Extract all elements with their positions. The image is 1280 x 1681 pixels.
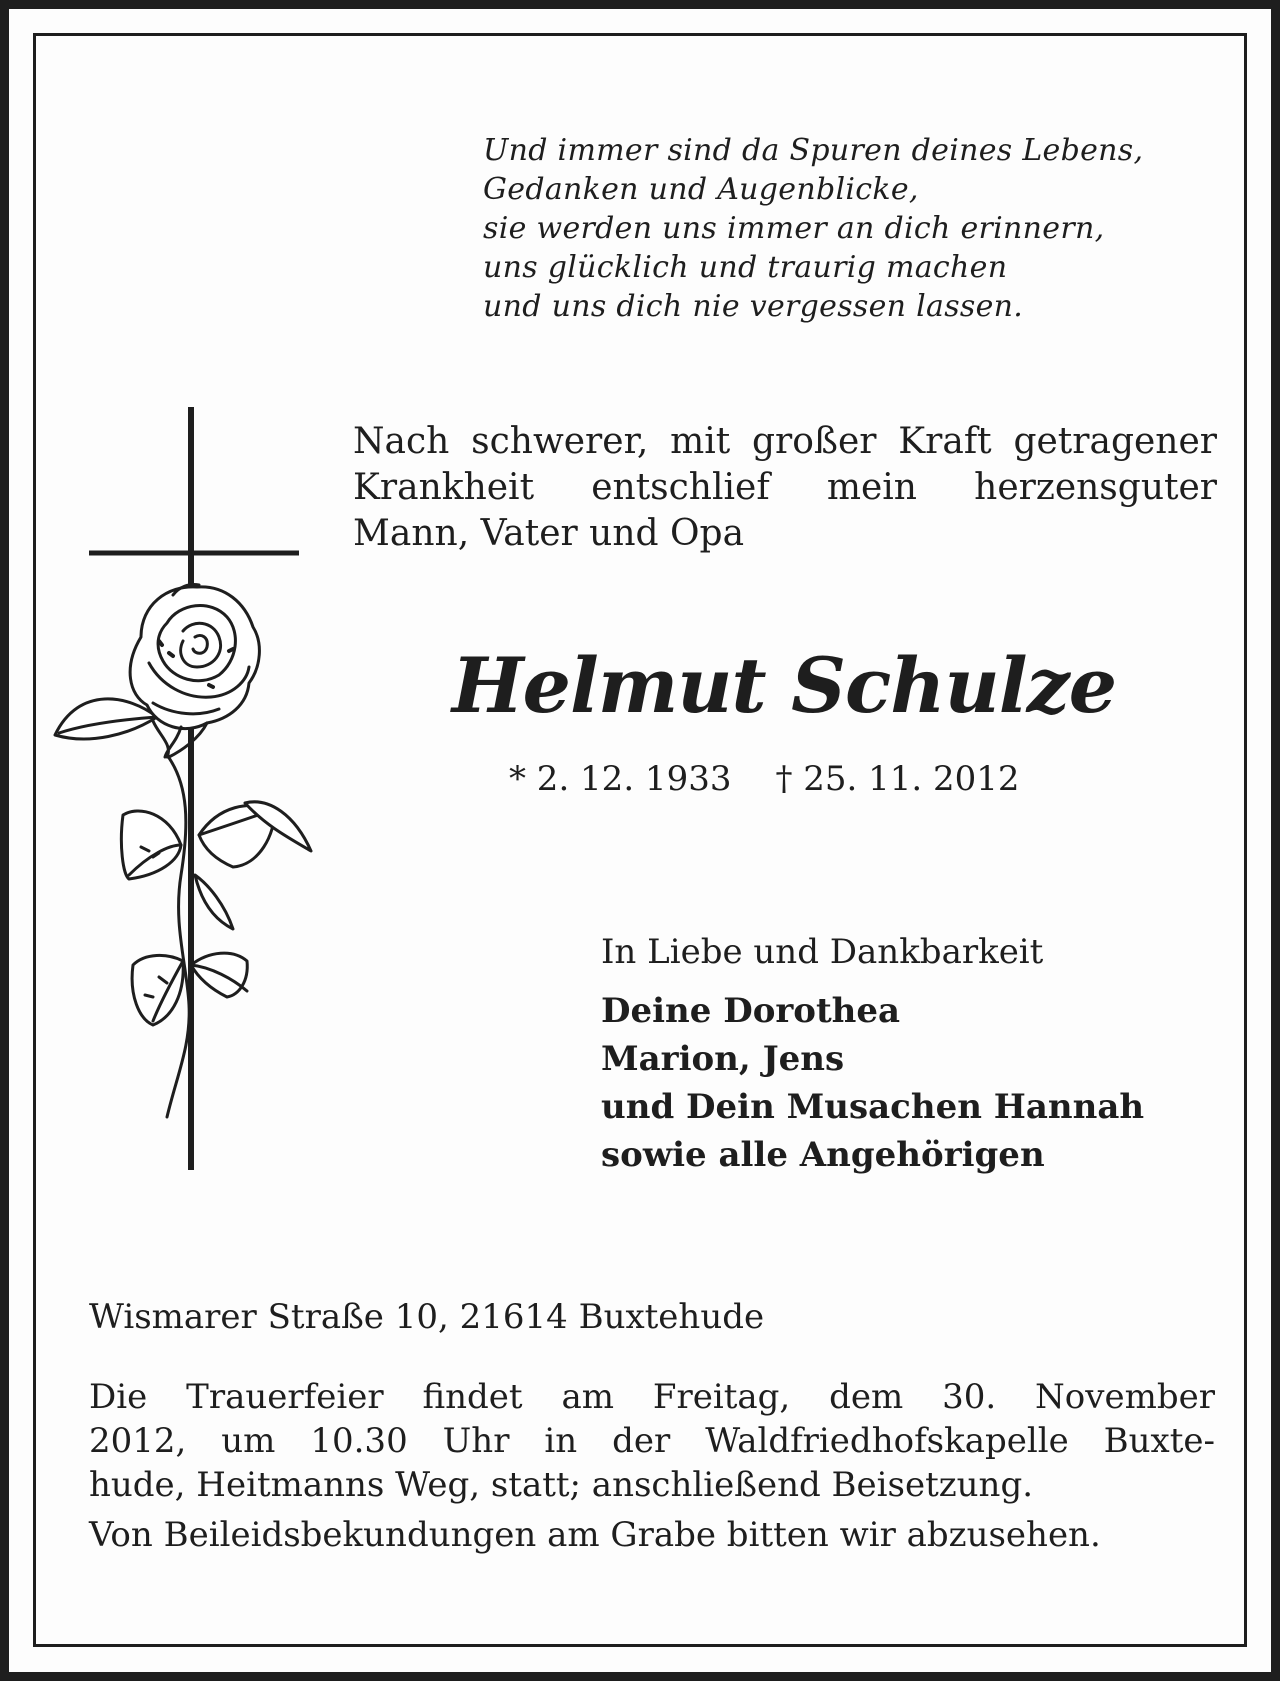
intro-line: Krankheit entschlief mein herzensguter (353, 467, 1217, 508)
life-dates (509, 757, 1109, 801)
poem-line: und uns dich nie vergessen lassen. (483, 289, 1024, 324)
mourner-line: und Dein Musachen Hannah (601, 1087, 1145, 1127)
poem-line: sie werden uns immer an dich erinnern, (483, 211, 1105, 246)
poem-line: Und immer sind da Spuren deines Lebens, (483, 133, 1144, 168)
birth-date: * 2. 12. 1933 (509, 759, 732, 799)
intro-line: Mann, Vater und Opa (353, 513, 745, 554)
death-date: † 25. 11. 2012 (775, 759, 1020, 799)
closing-phrase: In Liebe und Dankbarkeit (601, 932, 1044, 972)
service-line: Die Trauerfeier findet am Freitag, dem 30. November (89, 1377, 1215, 1417)
service-line: hude, Heitmanns Weg, statt; anschließend Beisetzung. (89, 1465, 1034, 1505)
intro-line: Nach schwerer, mit großer Kraft getragener (353, 421, 1217, 462)
condolence-note: Von Beileidsbekundungen am Grabe bitten wir abzusehen. (89, 1515, 1101, 1555)
mourners-list (601, 987, 1221, 1179)
funeral-service-info (89, 1375, 1215, 1557)
poem-line: Gedanken und Augenblicke, (483, 172, 919, 207)
poem-verse (483, 131, 1243, 326)
deceased-name: Helmut Schulze (451, 641, 1117, 730)
intro-text (353, 419, 1217, 557)
cross-icon (49, 405, 319, 1175)
mourner-line: Deine Dorothea (601, 991, 901, 1031)
rose-icon (55, 584, 311, 1117)
mourner-line: Marion, Jens (601, 1039, 845, 1079)
mourner-line: sowie alle Angehörigen (601, 1135, 1045, 1175)
service-line: 2012, um 10.30 Uhr in der Waldfriedhofskapelle Buxte- (89, 1421, 1215, 1461)
poem-line: uns glücklich und traurig machen (483, 250, 1008, 285)
cross-with-rose (49, 405, 319, 1179)
address: Wismarer Straße 10, 21614 Buxtehude (89, 1297, 765, 1337)
